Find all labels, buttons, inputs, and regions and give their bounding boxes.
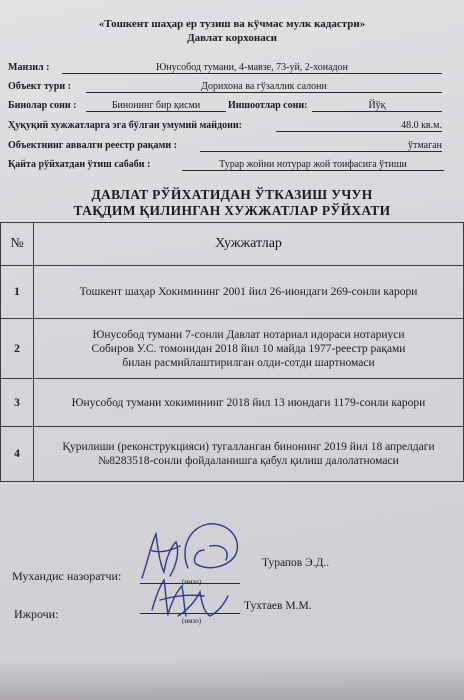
engineer-label: Мухандис назоратчи:: [12, 569, 122, 583]
page-shadow: [0, 660, 464, 700]
org-name-line1: «Тошкент шаҳар ер тузиш ва кўчмас мулк кадастри»: [98, 18, 366, 30]
row-number: 1: [1, 266, 34, 319]
executor-label: Ижрочи:: [14, 607, 59, 621]
object-type-value: Дорихона ва гўзаллик салони: [86, 81, 442, 93]
signature-stroke-1: [142, 534, 178, 578]
executor-sign-caption: (имзо): [182, 617, 202, 625]
engineer-name: Турапов Э.Д..: [262, 557, 330, 569]
signature-stroke-4: [210, 546, 227, 560]
col-documents-header: Хужжатлар: [34, 223, 464, 266]
signature-stroke-2: [150, 546, 180, 552]
col-number-header: №: [1, 223, 34, 266]
prev-registry-value: ўтмаган: [200, 140, 442, 152]
reregistration-value: Турар жойни нотурар жой тоифасига ўтиши: [182, 159, 444, 171]
buildings-label: Бинолар сони :: [8, 100, 77, 111]
table-row: [1, 266, 464, 319]
row-document: Тошкент шаҳар Хокимининг 2001 йил 26-июндаги 269-сонли карори: [34, 266, 464, 319]
structures-value: Йўқ: [312, 100, 442, 112]
area-value: 48.0 кв.м.: [276, 120, 442, 132]
engineer-sign-caption: (имзо): [182, 578, 202, 586]
table-row: [1, 427, 464, 482]
row-number: 2: [1, 319, 34, 379]
structures-label: Иншоотлар сони:: [228, 100, 308, 111]
prev-registry-label: Объектнинг аввалги реестр рақами :: [8, 140, 177, 151]
reregistration-label: Қайта рўйхатдан ўтиш сабаби :: [8, 159, 151, 170]
doc-list-title-line2: ТАҚДИМ ҚИЛИНГАН ХУЖЖАТЛАР РЎЙХАТИ: [73, 203, 391, 218]
row-number: 3: [1, 379, 34, 427]
row-document: Юнусобод тумани хокимининг 2018 йил 13 июндаги 1179-сонли карори: [34, 379, 464, 427]
table-row: [1, 379, 464, 427]
org-name-line2: Давлат корхонаси: [187, 32, 277, 44]
row-number: 4: [1, 427, 34, 482]
table-row: [1, 319, 464, 379]
buildings-value: Бинонинг бир қисми: [86, 100, 226, 112]
handwritten-signatures: [130, 520, 270, 630]
object-type-label: Объект тури :: [8, 81, 71, 92]
doc-list-title-line1: ДАВЛАТ РЎЙХАТИДАН ЎТКАЗИШ УЧУН: [91, 187, 373, 202]
address-value: Юнусобод тумани, 4-мавзе, 73-уй, 2-хонадон: [62, 62, 442, 74]
address-label: Манзил :: [8, 62, 50, 73]
row-document: Юнусобод тумани 7-сонли Давлат нотариал идораси нотариуси Собиров У.С. томонидан 2018 йил 10 майда 1977-реестр рақами билан расмийлаштирилган олди-сотди шартномаси: [34, 319, 464, 379]
documents-table: [0, 222, 464, 482]
table-header-row: [1, 223, 464, 266]
row-document: Қурилиши (реконструкцияси) тугалланган бинонинг 2019 йил 18 апрелдаги №8283518-сонли фойдаланишга қабул қилиш далолатномаси: [34, 427, 464, 482]
area-label: Ҳуқуқий хужжатларга эга бўлган умумий майдони:: [8, 120, 242, 131]
executor-name: Тухтаев М.М.: [244, 600, 312, 612]
